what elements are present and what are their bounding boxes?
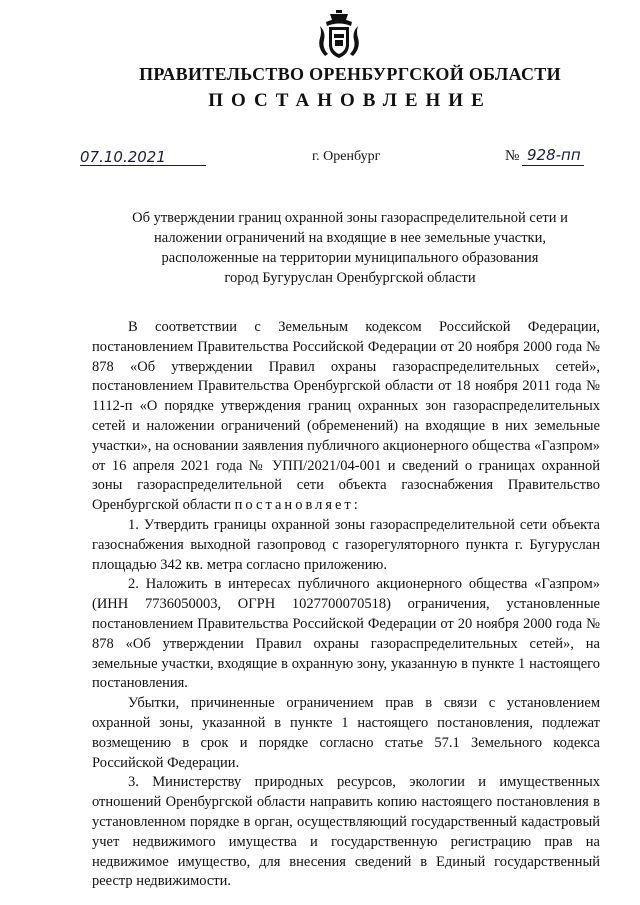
- organization-name: ПРАВИТЕЛЬСТВО ОРЕНБУРГСКОЙ ОБЛАСТИ: [139, 64, 561, 84]
- title-line: расположенные на территории муниципального образования: [161, 250, 539, 266]
- preamble-text: В соответствии с Земельным кодексом Российской Федерации, постановлением Правительства Российской Федерации от 20 ноября 2000 года № 878 «Об утверждении Правил охраны газораспределительных сетей», постановлением Правительства Оренбургской области от 18 ноября 2011 года № 1112-п «О порядке утверждения границ охранных зон газораспределительных сетей и наложении ограничений (обременений) на входящие в них земельные участки», на основании заявления публичного акционерного общества «Газпром» от 16 апреля 2021 года № УПП/2021/04-001 и сведений о границах охранной зоны газораспределительной сети объекта газоснабжения Правительство Оренбургской области: [92, 319, 600, 514]
- coat-of-arms-icon: [318, 10, 360, 62]
- document-title: [80, 208, 620, 288]
- document-city: г. Оренбург: [312, 149, 381, 164]
- document-type: ПОСТАНОВЛЕНИЕ: [208, 90, 492, 111]
- paragraph-2: 2. Наложить в интересах публичного акционерного общества «Газпром» (ИНН 7736050003, ОГРН 1027700070518) ограничения, установленные постановлением Правительства Российской Федерации от 20 ноября 2000 года № 878 «Об утверждении Правил охраны газораспределительных сетей», на земельные участки, входящие в охранную зону, указанную в пункте 1 настоящего постановления.: [92, 576, 600, 692]
- paragraph-2-losses: Убытки, причиненные ограничением прав в связи с установлением охранной зоны, указанной в пункте 1 настоящего постановления, подлежат возмещению в срок и порядке согласно статье 57.1 Земельного кодекса Российской Федерации.: [92, 695, 600, 771]
- document-number: 928-пп: [527, 146, 581, 164]
- document-date: 07.10.2021: [80, 148, 166, 166]
- number-underline: [522, 165, 584, 166]
- paragraph-3: 3. Министерству природных ресурсов, экологии и имущественных отношений Оренбургской области направить копию настоящего постановления в установленном порядке в орган, осуществляющий государственный кадастровый учет недвижимого имущества и государственную регистрацию прав на недвижимое имущество, для внесения сведений в Единый государственный реестр недвижимости.: [92, 774, 600, 890]
- date-underline: [80, 165, 206, 166]
- number-label: №: [505, 148, 520, 164]
- title-line: Об утверждении границ охранной зоны газораспределительной сети и: [132, 210, 568, 226]
- resolves-word: постановляет:: [234, 497, 361, 514]
- title-line: наложении ограничений на входящие в нее земельные участки,: [154, 230, 546, 246]
- title-line: город Бугуруслан Оренбургской области: [224, 270, 476, 286]
- document-body: [92, 318, 600, 892]
- preamble-paragraph: [92, 318, 600, 516]
- paragraph-1: 1. Утвердить границы охранной зоны газораспределительной сети объекта газоснабжения выходной газопровод с газорегуляторного пункта г. Бугуруслан площадью 342 кв. метра согласно приложению.: [92, 516, 600, 573]
